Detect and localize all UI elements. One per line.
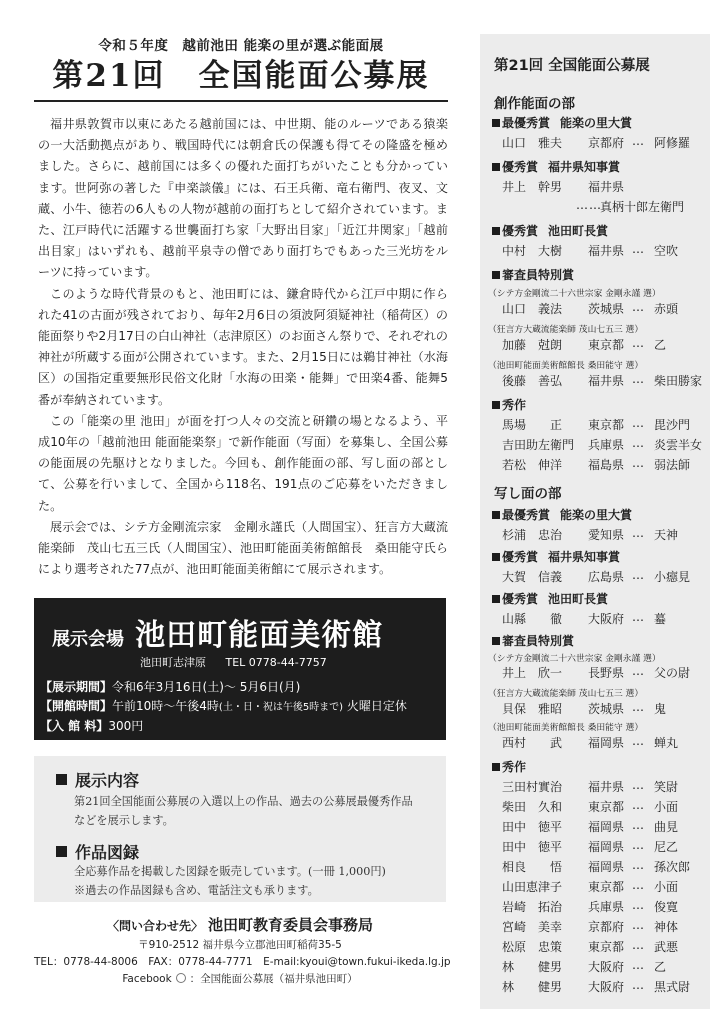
venue-label: 展示会場: [52, 629, 124, 650]
award-label: 秀作: [502, 760, 527, 774]
winner-prefecture: 福井県: [588, 180, 625, 194]
mask-title: 天神: [654, 528, 679, 542]
leader-dots: …: [632, 134, 645, 148]
winner-name: 林 健男: [502, 960, 563, 974]
leader-dots: …: [632, 778, 645, 792]
leader-dots: ……: [576, 198, 602, 212]
winner-name: 後藤 善弘: [502, 374, 563, 388]
intro-text: [34, 114, 448, 580]
mask-title: 神体: [654, 920, 679, 934]
winner-name: 中村 大樹: [502, 244, 563, 258]
mask-title: 毘沙門: [654, 418, 691, 432]
square-bullet-icon: [492, 637, 500, 645]
winner-prefecture: 福井県: [588, 244, 625, 258]
title-divider: [34, 100, 448, 102]
winner-name: 林 健男: [502, 980, 563, 994]
winner-name: 馬場 正: [502, 418, 563, 432]
category-heading-sosaku: 創作能面の部: [494, 96, 575, 112]
winner-name: 相良 悟: [502, 860, 563, 874]
winner-name: 三田村實治: [502, 780, 563, 794]
award-shinsa: [492, 632, 574, 649]
judge-note: （シテ方金剛流二十六世宗家 金剛永謹 選）: [488, 289, 661, 299]
winner-prefecture: 大阪府: [588, 960, 625, 974]
mask-title: 父の尉: [654, 666, 691, 680]
intro-paragraph: このような時代背景のもと、池田町には、鎌倉時代から江戸中期に作られた41の古面が残されており、毎年2月6日の須波阿須疑神社（稲荷区）の能面祭りや2月17日の白山神社（志津原区）のお面さん祭りで、それぞれの神社が所蔵する面が公開されています。また、2月15日には鵜甘神社（水海区）の国指定重要無形民俗文化財「水海の田楽・能舞」で田楽4番、能舞5番が奉納されています。: [38, 286, 448, 407]
winner-name: 井上 幹男: [502, 180, 563, 194]
winner-name: 松原 忠策: [502, 940, 563, 954]
prize-label: 福井県知事賞: [548, 160, 621, 174]
intro-paragraph: この「能楽の里 池田」が面を打つ人々の交流と研鑽の場となるよう、平成10年の「越前池田 能面能楽祭」で新作能面（写面）を募集し、全国公募の能面展の先駆けとなりました。今回も、創作能面の部、写し面の部として、公募を行いまして、全国から118名、191点のご応募をいただきました。: [38, 413, 448, 513]
winner-prefecture: 茨城県: [588, 302, 625, 316]
winner-prefecture: 東京都: [588, 338, 625, 352]
mask-title: 曲見: [654, 820, 679, 834]
winner-prefecture: 兵庫県: [588, 900, 625, 914]
category-heading-utsushi: 写し面の部: [494, 486, 562, 502]
winner-prefecture: 京都府: [588, 920, 625, 934]
mask-title: 柴田勝家: [654, 374, 703, 388]
results-title: 第21回 全国能面公募展: [494, 58, 650, 74]
winner-name: 吉田助左衛門: [502, 438, 575, 452]
venue-panel: [34, 598, 446, 740]
catalog-description: [74, 862, 434, 900]
winner-name: 若松 伸洋: [502, 458, 563, 472]
mask-title: 弱法師: [654, 458, 691, 472]
facebook-line: [34, 971, 446, 986]
judge-note: （狂言方大蔵流能楽師 茂山七五三 選）: [488, 689, 644, 699]
mask-title: 孫次郎: [654, 860, 691, 874]
winner-prefecture: 東京都: [588, 880, 625, 894]
results-panel: [480, 34, 710, 1009]
winner-prefecture: 大阪府: [588, 612, 625, 626]
page-title: 第21回 全国能面公募展: [52, 58, 430, 94]
winner-prefecture: 東京都: [588, 800, 625, 814]
period-value: 令和6年3月16日(土)～ 5月6日(月): [112, 680, 301, 694]
leader-dots: …: [632, 918, 645, 932]
catalog-heading: [56, 840, 139, 863]
mask-title: 真柄十郎左衛門: [600, 200, 685, 214]
leader-dots: …: [632, 858, 645, 872]
contact-phone-email: TEL：0778-44-8006 FAX：0778-44-7771 E-mail:kyoui@town.fukui-ikeda.lg.jp: [34, 956, 451, 968]
mask-title: 黒式尉: [654, 980, 691, 994]
leader-dots: …: [632, 734, 645, 748]
mask-title: 炎雲半女: [654, 438, 703, 452]
mask-title: 武悪: [654, 940, 679, 954]
opening-hours-row: [40, 697, 407, 717]
mask-title: 蟇: [654, 612, 667, 626]
hours-note: (土・日・祝は午後5時まで): [218, 702, 344, 713]
mask-title: 小面: [654, 880, 679, 894]
facebook-icon: [176, 973, 186, 983]
award-label: 優秀賞: [502, 224, 539, 238]
mask-title: 阿修羅: [654, 136, 691, 150]
venue-info: [40, 678, 407, 736]
winner-prefecture: 大阪府: [588, 980, 625, 994]
winner-name: 山田恵津子: [502, 880, 563, 894]
winner-prefecture: 広島県: [588, 570, 625, 584]
closed-day: 火曜日定休: [346, 699, 407, 713]
mask-title: 空吹: [654, 244, 679, 258]
leader-dots: …: [632, 416, 645, 430]
leader-dots: …: [632, 372, 645, 386]
winner-name: 杉浦 忠治: [502, 528, 563, 542]
winner-prefecture: 福島県: [588, 458, 625, 472]
exhibit-heading-text: 展示内容: [75, 771, 140, 790]
catalog-note: ※過去の作品図録も含め、電話注文も承ります。: [74, 884, 319, 897]
leader-dots: …: [632, 798, 645, 812]
award-label: 審査員特別賞: [502, 634, 575, 648]
award-label: 優秀賞: [502, 160, 539, 174]
leader-dots: …: [632, 818, 645, 832]
judge-note: （シテ方金剛流二十六世宗家 金剛永謹 選）: [488, 654, 661, 664]
award-label: 最優秀賞: [502, 116, 551, 130]
mask-title: 俊寛: [654, 900, 679, 914]
square-bullet-icon: [492, 595, 500, 603]
judge-note: （池田町能面美術館館長 桑田能守 選）: [488, 361, 644, 371]
leader-dots: …: [632, 436, 645, 450]
intro-paragraph: 展示会では、シテ方金剛流宗家 金剛永謹氏（人間国宝）、狂言方大蔵流能楽師 茂山七五三氏（人間国宝）、池田町能面美術館館長 桑田能守氏らにより選考された77点が、池田町能面美術館にて展示されます。: [38, 519, 448, 577]
winner-prefecture: 福井県: [588, 374, 625, 388]
exhibit-content-panel: [34, 756, 446, 902]
venue-heading: [52, 610, 383, 654]
award-shusaku: [492, 758, 526, 775]
award-yushu-chocho: [492, 590, 608, 607]
prize-label: 池田町長賞: [548, 592, 609, 606]
period-label: 【展示期間】: [40, 680, 113, 694]
winner-prefecture: 東京都: [588, 418, 625, 432]
square-bullet-icon: [492, 511, 500, 519]
leader-dots: …: [632, 336, 645, 350]
prize-label: 福井県知事賞: [548, 550, 621, 564]
award-yushu-chiji: [492, 158, 620, 175]
winner-name: 井上 欣一: [502, 666, 563, 680]
winner-prefecture: 福岡県: [588, 860, 625, 874]
mask-title: 笑尉: [654, 780, 679, 794]
prize-label: 池田町長賞: [548, 224, 609, 238]
square-bullet-icon: [492, 763, 500, 771]
square-bullet-icon: [492, 119, 500, 127]
judge-note: （狂言方大蔵流能楽師 茂山七五三 選）: [488, 325, 644, 335]
award-label: 最優秀賞: [502, 508, 551, 522]
leader-dots: …: [632, 664, 645, 678]
admission-row: [40, 717, 407, 736]
square-bullet-icon: [492, 553, 500, 561]
winner-name: 山口 義法: [502, 302, 563, 316]
leader-dots: …: [632, 938, 645, 952]
venue-name: 池田町能面美術館: [135, 618, 384, 653]
winner-name: 西村 武: [502, 736, 563, 750]
winner-name: 田中 徳平: [502, 840, 563, 854]
square-bullet-icon: [56, 774, 67, 785]
contact-label: 〈問い合わせ先〉: [106, 919, 203, 933]
catalog-heading-text: 作品図録: [75, 843, 140, 862]
square-bullet-icon: [492, 401, 500, 409]
exhibit-description: 第21回全国能面公募展の入選以上の作品、過去の公募展最優秀作品などを展示します。: [74, 795, 413, 827]
hours-label: 【開館時間】: [40, 699, 113, 713]
square-bullet-icon: [492, 227, 500, 235]
mask-title: 蝉丸: [654, 736, 679, 750]
award-label: 優秀賞: [502, 592, 539, 606]
catalog-text: 全応募作品を掲載した図録を販売しています。(一冊 1,000円): [74, 865, 386, 878]
winner-prefecture: 福岡県: [588, 736, 625, 750]
facebook-page-name: ：全国能面公募展（福井県池田町）: [189, 973, 358, 985]
winner-name: 宮崎 美幸: [502, 920, 563, 934]
award-saiyushu: [492, 506, 632, 523]
winner-name: 山縣 徹: [502, 612, 563, 626]
square-bullet-icon: [492, 163, 500, 171]
winner-prefecture: 福岡県: [588, 820, 625, 834]
leader-dots: …: [632, 300, 645, 314]
venue-phone: TEL 0778-44-7757: [225, 656, 327, 669]
winner-name: 加藤 尅朗: [502, 338, 563, 352]
winner-name: 柴田 久和: [502, 800, 563, 814]
facebook-label: Facebook: [122, 973, 172, 985]
winner-prefecture: 長野県: [588, 666, 625, 680]
mask-title: 小癋見: [654, 570, 691, 584]
leader-dots: …: [632, 898, 645, 912]
leader-dots: …: [632, 610, 645, 624]
contact-heading: [34, 914, 446, 935]
winner-name: 山口 雅夫: [502, 136, 563, 150]
prize-label: 能楽の里大賞: [560, 508, 633, 522]
winner-prefecture: 愛知県: [588, 528, 625, 542]
venue-address-line: [140, 654, 327, 670]
winner-name: 貝保 雅昭: [502, 702, 563, 716]
winner-prefecture: 京都府: [588, 136, 625, 150]
mask-title: 乙: [654, 338, 667, 352]
exhibit-period-row: [40, 678, 407, 697]
mask-title: 尼乙: [654, 840, 679, 854]
award-label: 秀作: [502, 398, 527, 412]
square-bullet-icon: [492, 271, 500, 279]
contact-address: 〒910-2512 福井県今立郡池田町稲荷35-5: [138, 939, 342, 951]
mask-title: 赤頭: [654, 302, 679, 316]
leader-dots: …: [632, 878, 645, 892]
winner-prefecture: 福岡県: [588, 840, 625, 854]
fee-label: 【入 館 料】: [40, 719, 109, 733]
winner-name: 田中 徳平: [502, 820, 563, 834]
leader-dots: …: [632, 456, 645, 470]
prize-label: 能楽の里大賞: [560, 116, 633, 130]
intro-column: [34, 30, 448, 580]
leader-dots: …: [632, 838, 645, 852]
mask-title: 乙: [654, 960, 667, 974]
intro-paragraph: 福井県敦賀市以東にあたる越前国には、中世期、能のルーツである猿楽の一大活動拠点があり、戦国時代には朝倉氏の保護も得てその隆盛を極めました。さらに、越前国には多くの優れた面打ちがいたことも分かっています。世阿弥の著した『申楽談儀』には、石王兵衛、竜右衛門、夜叉、文蔵、小牛、徳若の6人もの人物が越前の面打ちとして紹介されています。また、江戸時代に活躍する世襲面打ち家「大野出目家」「近江井関家」「越前出目家」はいずれも、越前平泉寺の僧であり面打ちでもあった三光坊をルーツに持っています。: [38, 117, 448, 280]
award-yushu-chiji: [492, 548, 620, 565]
fee-value: 300円: [108, 719, 144, 733]
winner-prefecture: 福井県: [588, 780, 625, 794]
winner-prefecture: 兵庫県: [588, 438, 625, 452]
award-label: 優秀賞: [502, 550, 539, 564]
award-shinsa: [492, 266, 574, 283]
award-label: 審査員特別賞: [502, 268, 575, 282]
leader-dots: …: [632, 526, 645, 540]
leader-dots: …: [632, 978, 645, 992]
winner-prefecture: 茨城県: [588, 702, 625, 716]
winner-name: 大賀 信義: [502, 570, 563, 584]
winner-name: 岩崎 拓治: [502, 900, 563, 914]
winner-prefecture: 東京都: [588, 940, 625, 954]
leader-dots: …: [632, 958, 645, 972]
award-shusaku: [492, 396, 526, 413]
contact-footer: [34, 914, 451, 986]
leader-dots: …: [632, 568, 645, 582]
award-yushu-chocho: [492, 222, 608, 239]
judge-note: （池田町能面美術館館長 桑田能守 選）: [488, 723, 644, 733]
square-bullet-icon: [56, 846, 67, 857]
contact-office: 池田町教育委員会事務局: [208, 916, 374, 934]
leader-dots: …: [632, 242, 645, 256]
venue-address: 池田町志津原: [140, 656, 206, 669]
mask-title: 鬼: [654, 702, 667, 716]
exhibit-heading: [56, 768, 139, 791]
award-saiyushu: [492, 114, 632, 131]
mask-title: 小面: [654, 800, 679, 814]
exhibition-subtitle: 令和５年度 越前池田 能楽の里が選ぶ能面展: [98, 38, 384, 54]
leader-dots: …: [632, 700, 645, 714]
hours-value: 午前10時～午後4時: [112, 699, 219, 713]
